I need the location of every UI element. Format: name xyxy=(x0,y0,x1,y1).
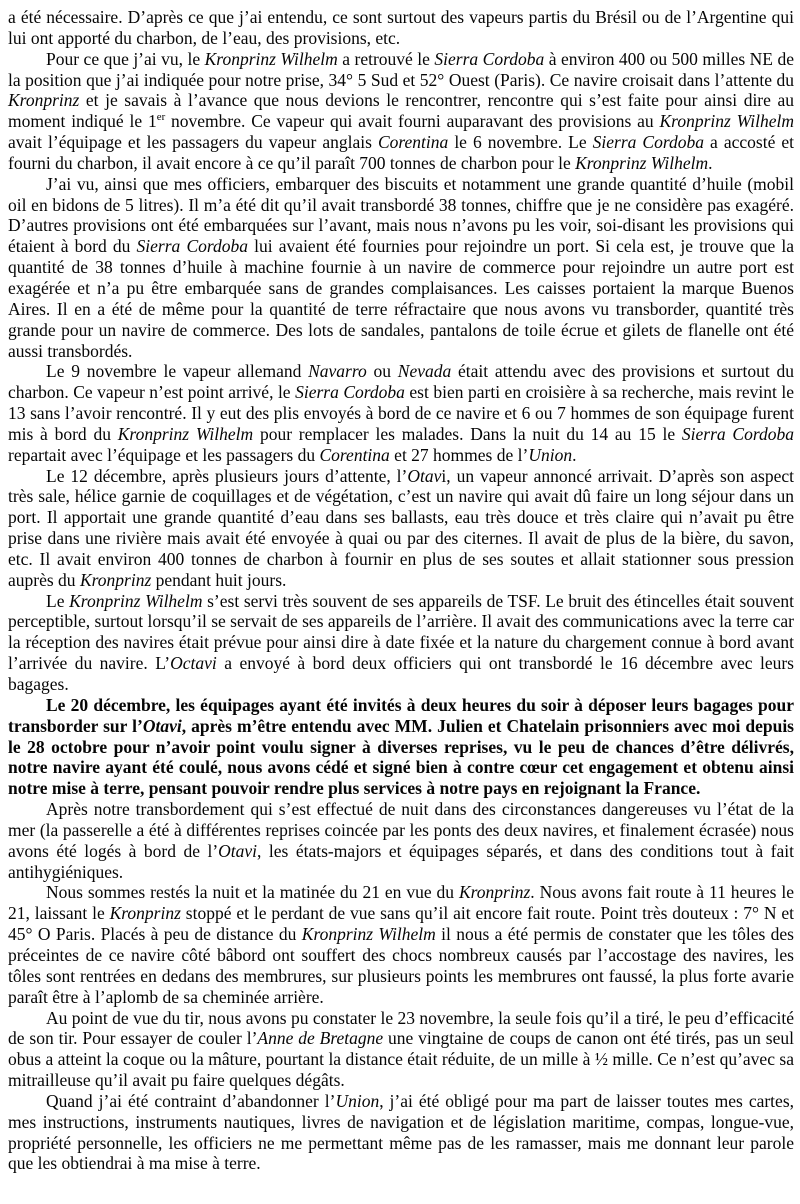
ship-name: Sierra Cordoba xyxy=(592,132,705,153)
text-run: Après notre transbordement qui s’est effectué de nuit dans des circonstances dangereuses vu l’état de la mer (la passerelle a été à différentes reprises coincée par les ponts des deux navires, et finalement écrasée) nous avons été logés à bord de l’ xyxy=(8,799,794,861)
text-run: Le 20 décembre, les équipages ayant été invités à deux heures du soir à déposer leurs bagages pour transborder sur l’ xyxy=(8,694,794,736)
ship-name: Kronprinz Wilhelm xyxy=(575,152,709,173)
text-run: pendant huit jours. xyxy=(151,569,287,590)
ship-name: Otav xyxy=(407,465,442,486)
text-run: Le 12 décembre, après plusieurs jours d’attente, l’ xyxy=(46,465,408,486)
text-run: , les états-majors et équipages séparés, et dans des conditions tout à fait antihygiéniques. xyxy=(8,840,794,882)
text-run: Nous sommes restés la nuit et la matinée du 21 en vue du xyxy=(46,882,459,903)
ship-name: Navarro xyxy=(308,361,367,382)
ship-name: Octavi xyxy=(170,653,217,674)
paragraph xyxy=(8,799,794,882)
ordinal-superscript: er xyxy=(156,111,166,124)
text-run: a accosté et fourni du charbon, il avait encore à ce qu’il paraît 700 tonnes de charbon pour le xyxy=(8,132,795,173)
ship-name: Sierra Cordoba xyxy=(295,382,405,403)
text-run: à environ 400 ou 500 milles NE de la position que j’ai indiquée pour notre prise, 34° 5 Sud et 52° Ouest (Paris). Ce navire croisait dans l’attente du xyxy=(8,48,794,90)
text-run: Au point de vue du tir, nous avons pu constater le 23 novembre, la seule fois qu’il a tiré, le peu d’efficacité de son tir. Pour essayer de couler l’ xyxy=(8,1007,794,1049)
ship-name: Union xyxy=(335,1090,380,1111)
paragraph xyxy=(8,7,794,49)
text-run: repartait avec l’équipage et les passagers du xyxy=(8,444,320,465)
ship-name: Sierra Cordoba xyxy=(136,236,249,257)
text-run: J’ai vu, ainsi que mes officiers, embarquer des biscuits et notamment une grande quantité d’huile (mobil oil en bidons de 5 litres). Il m’a été dit qu’il avait transbordé 38 tonnes, chiffre que je ne considère pas exagéré. D’autres provisions ont été embarquées sur l’avant, mais nous n’avons pu les voir, soi-disant les provisions qui étaient à bord du xyxy=(8,173,794,257)
text-run: novembre. Ce vapeur qui avait fourni auparavant des provisions au xyxy=(165,111,660,132)
text-run: Pour ce que j’ai vu, le xyxy=(46,48,205,69)
ship-name: Otavi xyxy=(142,715,182,736)
ship-name: Kronprinz Wilhelm xyxy=(301,924,436,945)
text-run: a été nécessaire. D’après ce que j’ai entendu, ce sont surtout des vapeurs partis du Brésil ou de l’Argentine qui lui ont apporté du charbon, de l’eau, des provisions, etc. xyxy=(8,7,794,48)
paragraph xyxy=(8,361,794,465)
text-run: . xyxy=(572,444,577,465)
text-run: s’est servi très souvent de ses appareils de TSF. Le bruit des étincelles était souvent perceptible, surtout lorsqu’il se servait de ses appareils de l’arrière. Il avait des communications avec la terre car la réception des navires était prévue pour ainsi dire à date fixée et la nature du chargement connue à bord avant l’arrivée du navire. L’ xyxy=(8,590,794,674)
text-run: . xyxy=(708,152,713,173)
ship-name: Kronprinz xyxy=(458,882,531,903)
text-run: il nous a été permis de constater que les tôles des préceintes de ce navire côté bâbord ont souffert des chocs nombreux causés par l’accostage des navires, les tôles sont rentrées en dedans des membrures, sur plusieurs points les membrures ont faussé, la plus forte avarie paraît être à l’aplomb de sa cheminée arrière. xyxy=(8,924,794,1007)
text-run: Quand j’ai été contraint d’abandonner l’ xyxy=(46,1090,336,1111)
text-run: est bien parti en croisière à sa recherche, mais revint le 13 sans l’avoir rencontré. Il y eut des plis envoyés à bord de ce navire et 6 ou 7 hommes de son équipage furent mis à bord du xyxy=(8,382,795,444)
ship-name: Otavi xyxy=(218,840,258,861)
text-run: lui avaient été fournies pour rejoindre un port. Si cela est, je trouve que la quantité de 38 tonnes d’huile à machine fournie à un navire de commerce pour rejoindre un autre port est exagérée et n’a pu être embarquée sans de grandes complaisances. Les caisses portaient la marque Buenos Aires. Il en a été de même pour la quantité de terre réfractaire que nous avons vu transborder, quantité très grande pour un navire de commerce. Des lots de sandales, pantalons de toile écrue et gilets de flanelle ont été aussi transbordés. xyxy=(8,236,794,361)
text-run: pour remplacer les malades. Dans la nuit du 14 au 15 le xyxy=(253,423,682,444)
text-run: i, un vapeur annoncé arrivait. D’après son aspect très sale, hélice garnie de coquillages et de végétation, c’est un navire qui avait dû faire un long séjour dans un port. Il apportait une grande quantité d’eau dans ses ballasts, eau très douce et très claire qui n’avait pu être prise dans une rivière mais avait été envoyée à quai ou par des citernes. Il avait de plus de la bière, du savon, etc. Il avait environ 400 tonnes de charbon à fournir en plus de ses soutes et allait stationner sous pression auprès du xyxy=(8,465,794,590)
text-run: a envoyé à bord deux officiers qui ont transbordé le 16 décembre avec leurs bagages. xyxy=(8,653,794,694)
text-run: le 6 novembre. Le xyxy=(448,132,593,153)
paragraph xyxy=(8,882,794,1007)
ship-name: Sierra Cordoba xyxy=(434,48,545,69)
paragraph xyxy=(8,695,794,799)
ship-name: Kronprinz Wilhelm xyxy=(117,423,254,444)
paragraph xyxy=(8,466,794,591)
text-run: , après m’être entendu avec MM. Julien et Chatelain prisonniers avec moi depuis le 28 octobre pour n’avoir point voulu signer à diverses reprises, vu le peu de chances d’être délivrés, notre navire ayant été coulé, nous avons cédé et signé bien à contre cœur cet engagement et obtenu ainsi notre mise à terre, pensant pouvoir rendre plus services à notre pays en rejoignant la France. xyxy=(8,715,794,799)
ship-name: Kronprinz Wilhelm xyxy=(204,48,338,69)
ship-name: Sierra Cordoba xyxy=(681,423,794,444)
paragraph xyxy=(8,1008,794,1091)
ship-name: Anne de Bretagne xyxy=(257,1028,384,1049)
ship-name: Nevada xyxy=(397,361,452,382)
ship-name: Kronprinz Wilhelm xyxy=(69,590,203,611)
text-run: a retrouvé le xyxy=(337,48,435,69)
text-run: avait l’équipage et les passagers du vapeur anglais xyxy=(8,132,378,153)
ship-name: Corentina xyxy=(319,444,390,465)
ship-name: Kronprinz xyxy=(79,569,152,590)
ship-name: Kronprinz Wilhelm xyxy=(659,111,794,132)
text-run: Le 9 novembre le vapeur allemand xyxy=(46,361,309,382)
text-run: stoppé et le perdant de vue sans qu’il ait encore fait route. Point très douteux : 7° N et 45° O Paris. Placés à peu de distance du xyxy=(8,903,794,945)
ship-name: Kronprinz xyxy=(8,90,80,111)
text-run: était attendu avec des provisions et surtout du charbon. Ce vapeur n’est point arrivé, le xyxy=(8,361,794,403)
paragraph xyxy=(8,174,794,362)
paragraph xyxy=(8,591,794,695)
ship-name: Kronprinz xyxy=(109,903,181,924)
text-run: , j’ai été obligé pour ma part de laisser toutes mes cartes, mes instructions, instruments nautiques, livres de navigation et de législation maritime, compas, longue-vue, propriété personnelle, les officiers ne me permettant même pas de les ramasser, mais me donnant leur parole que les obtiendrai à ma mise à terre. xyxy=(8,1090,795,1174)
text-run: . Nous avons fait route à 11 heures le 21, laissant le xyxy=(8,882,794,924)
text-run: et 27 hommes de l’ xyxy=(389,444,529,465)
text-run: Le xyxy=(46,590,70,611)
ship-name: Corentina xyxy=(377,132,449,153)
paragraph xyxy=(8,49,794,174)
text-run: et je savais à l’avance que nous devions le rencontrer, rencontre qui s’est faite pour ainsi dire au moment indiqué le 1 xyxy=(8,90,794,132)
text-run: une vingtaine de coups de canon ont été tirés, pas un seul obus a atteint la coque ou la mâture, pourtant la distance était réduite, de un mille à ½ mille. Ce n’est qu’avec sa mitrailleuse qu’il avait pu faire quelques dégâts. xyxy=(8,1028,794,1091)
paragraph xyxy=(8,1091,794,1174)
ship-name: Union xyxy=(528,444,573,465)
text-run: ou xyxy=(366,361,398,382)
